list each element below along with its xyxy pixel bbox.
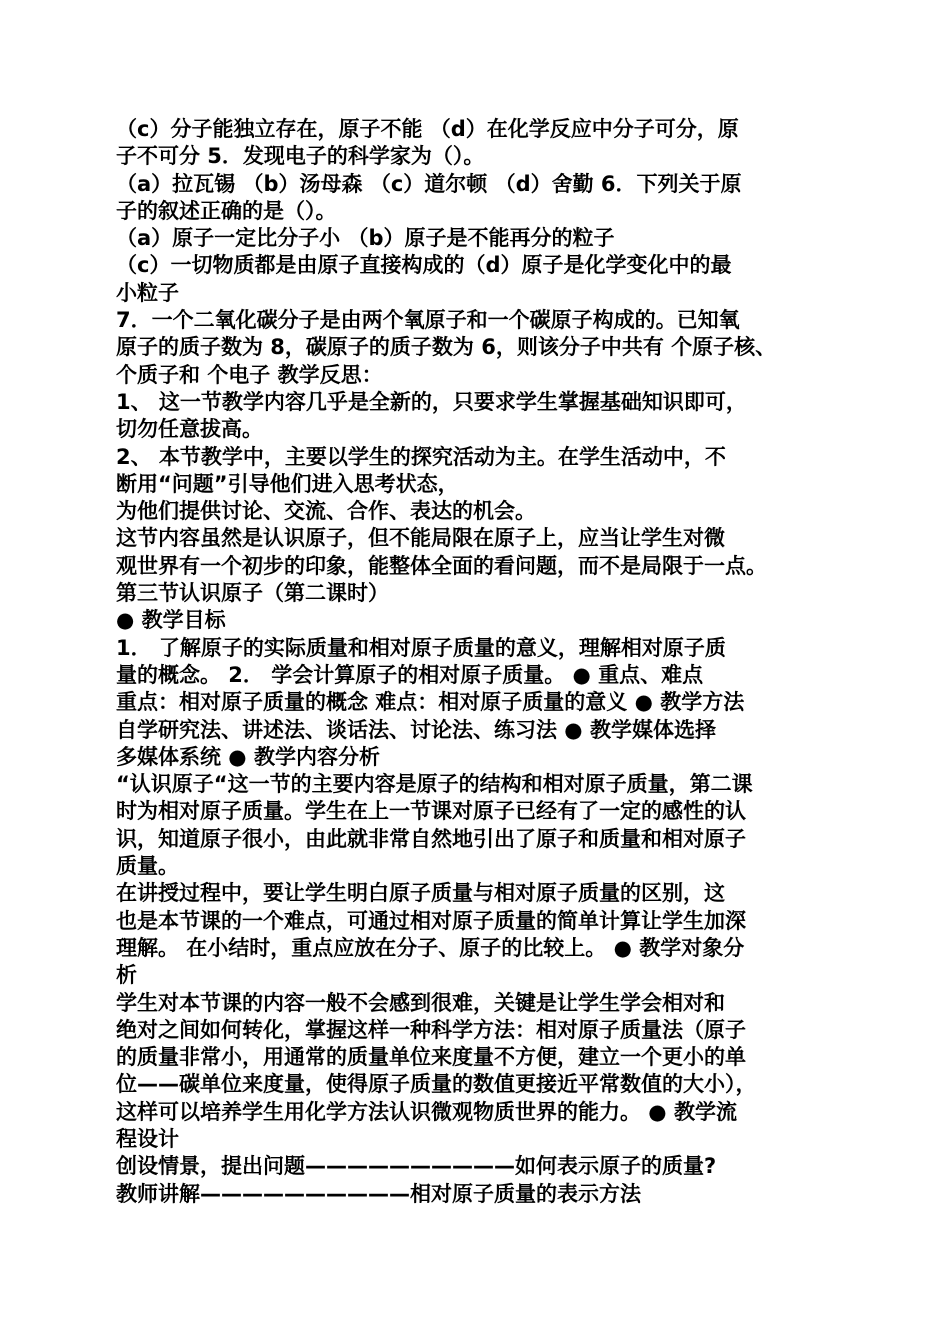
text-line: 也是本节课的一个难点，可通过相对原子质量的简单计算让学生加深 xyxy=(116,908,746,933)
text-line: 这样可以培养学生用化学方法认识微观物质世界的能力。 ● 教学流 xyxy=(116,1099,737,1124)
text-line: 这节内容虽然是认识原子，但不能局限在原子上，应当让学生对微 xyxy=(116,526,725,551)
text-line: 1． 了解原子的实际质量和相对原子质量的意义，理解相对原子质 xyxy=(116,635,726,660)
text-line: 创设情景，提出问题——————————如何表示原子的质量? xyxy=(116,1154,717,1179)
text-line: 多媒体系统 ● 教学内容分析 xyxy=(116,744,380,769)
text-line: 学生对本节课的内容一般不会感到很难，关键是让学生学会相对和 xyxy=(116,990,725,1015)
text-line: （a）原子一定比分子小 （b）原子是不能再分的粒子 xyxy=(116,226,615,251)
text-line: 理解。 在小结时，重点应放在分子、原子的比较上。 ● 教学对象分 xyxy=(116,935,745,960)
text-line: 教师讲解——————————相对原子质量的表示方法 xyxy=(116,1181,641,1206)
text-line: “认识原子“这一节的主要内容是原子的结构和相对原子质量，第二课 xyxy=(116,772,753,797)
text-line: 1、 这一节教学内容几乎是全新的，只要求学生掌握基础知识即可， xyxy=(116,389,747,414)
text-line: 在讲授过程中，要让学生明白原子质量与相对原子质量的区别，这 xyxy=(116,881,725,906)
text-line: （c）一切物质都是由原子直接构成的（d）原子是化学变化中的最 xyxy=(116,253,732,278)
text-line: 观世界有一个初步的印象，能整体全面的看问题，而不是局限于一点。 xyxy=(116,553,767,578)
section-heading: 第三节认识原子（第二课时） xyxy=(116,581,389,606)
text-line: 原子的质子数为 8，碳原子的质子数为 6，则该分子中共有 个原子核、 xyxy=(116,335,777,360)
text-line: 识，知道原子很小，由此就非常自然地引出了原子和质量和相对原子 xyxy=(116,826,746,851)
text-line: 重点：相对原子质量的概念 难点：相对原子质量的意义 ● 教学方法 xyxy=(116,690,745,715)
text-line: 子的叙述正确的是（）。 xyxy=(116,198,337,223)
text-line: 位——碳单位来度量，使得原子质量的数值更接近平常数值的大小）， xyxy=(116,1072,757,1097)
text-line: （a）拉瓦锡 （b）汤母森 （c）道尔顿 （d）舍勤 6．下列关于原 xyxy=(116,171,742,196)
text-line: 子不可分 5．发现电子的科学家为（）。 xyxy=(116,144,485,169)
text-line: 质量。 xyxy=(116,854,179,879)
text-line: 2、 本节教学中，主要以学生的探究活动为主。在学生活动中，不 xyxy=(116,444,726,469)
text-line: 7．一个二氧化碳分子是由两个氧原子和一个碳原子构成的。已知氧 xyxy=(116,308,740,333)
document-body xyxy=(116,116,840,1208)
text-line: 个质子和 个电子 教学反思： xyxy=(116,362,383,387)
text-line: 绝对之间如何转化，掌握这样一种科学方法：相对原子质量法（原子 xyxy=(116,1017,746,1042)
text-line: 的质量非常小，用通常的质量单位来度量不方便，建立一个更小的单 xyxy=(116,1045,746,1070)
text-line: 切勿任意拔高。 xyxy=(116,417,263,442)
text-line: 析 xyxy=(116,963,137,988)
text-line: 小粒子 xyxy=(116,280,179,305)
text-line: 自学研究法、讲述法、谈话法、讨论法、练习法 ● 教学媒体选择 xyxy=(116,717,716,742)
text-line: 时为相对原子质量。学生在上一节课对原子已经有了一定的感性的认 xyxy=(116,799,746,824)
text-line: 程设计 xyxy=(116,1126,179,1151)
text-line: 量的概念。 2． 学会计算原子的相对原子质量。 ● 重点、难点 xyxy=(116,662,704,687)
text-line: ● 教学目标 xyxy=(116,608,226,633)
text-line: 为他们提供讨论、交流、合作、表达的机会。 xyxy=(116,499,536,524)
text-line: 断用“问题”引导他们进入思考状态， xyxy=(116,471,459,496)
text-line: （c）分子能独立存在，原子不能 （d）在化学反应中分子可分，原 xyxy=(116,117,739,141)
